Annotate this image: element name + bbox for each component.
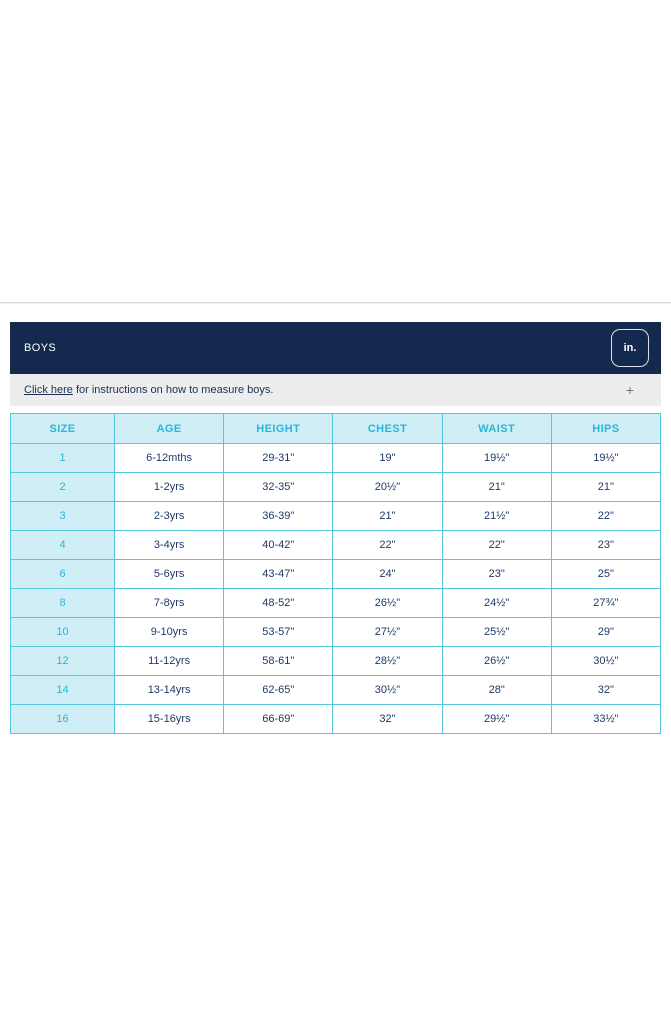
table-cell: 33½" xyxy=(551,705,660,734)
table-cell: 23" xyxy=(551,531,660,560)
table-cell: 19" xyxy=(333,444,442,473)
table-cell: 9-10yrs xyxy=(115,618,224,647)
table-cell: 43-47" xyxy=(224,560,333,589)
size-table-head xyxy=(11,414,661,444)
table-cell: 2-3yrs xyxy=(115,502,224,531)
table-row xyxy=(11,618,661,647)
table-cell: 32" xyxy=(551,676,660,705)
table-row xyxy=(11,647,661,676)
table-row xyxy=(11,560,661,589)
table-row xyxy=(11,473,661,502)
column-header: HEIGHT xyxy=(224,414,333,444)
size-cell: 1 xyxy=(11,444,115,473)
size-cell: 8 xyxy=(11,589,115,618)
table-cell: 26½" xyxy=(442,647,551,676)
size-cell: 2 xyxy=(11,473,115,502)
table-cell: 29½" xyxy=(442,705,551,734)
size-cell: 16 xyxy=(11,705,115,734)
table-cell: 28" xyxy=(442,676,551,705)
table-row xyxy=(11,444,661,473)
table-cell: 27½" xyxy=(333,618,442,647)
table-cell: 66-69" xyxy=(224,705,333,734)
table-cell: 6-12mths xyxy=(115,444,224,473)
table-cell: 40-42" xyxy=(224,531,333,560)
table-cell: 29" xyxy=(551,618,660,647)
table-cell: 25" xyxy=(551,560,660,589)
unit-toggle-button[interactable]: in. xyxy=(611,329,649,367)
column-header: AGE xyxy=(115,414,224,444)
table-cell: 25½" xyxy=(442,618,551,647)
table-cell: 22" xyxy=(333,531,442,560)
table-cell: 29-31" xyxy=(224,444,333,473)
chart-header-bar xyxy=(10,322,661,374)
table-cell: 24½" xyxy=(442,589,551,618)
table-cell: 53-57" xyxy=(224,618,333,647)
size-cell: 12 xyxy=(11,647,115,676)
table-row xyxy=(11,531,661,560)
table-cell: 5-6yrs xyxy=(115,560,224,589)
column-header: SIZE xyxy=(11,414,115,444)
table-cell: 48-52" xyxy=(224,589,333,618)
table-cell: 1-2yrs xyxy=(115,473,224,502)
size-cell: 14 xyxy=(11,676,115,705)
table-row xyxy=(11,589,661,618)
table-cell: 62-65" xyxy=(224,676,333,705)
table-cell: 19½" xyxy=(442,444,551,473)
header-row xyxy=(11,414,661,444)
instructions-text xyxy=(24,384,273,396)
boys-size-table xyxy=(10,413,661,734)
instructions-rest-text: for instructions on how to measure boys. xyxy=(72,384,274,396)
size-cell: 6 xyxy=(11,560,115,589)
size-chart-panel xyxy=(10,322,661,734)
table-cell: 58-61" xyxy=(224,647,333,676)
page-divider xyxy=(0,302,671,303)
size-table-body xyxy=(11,444,661,734)
measure-instructions-link[interactable]: Click here xyxy=(24,384,73,396)
table-cell: 30½" xyxy=(551,647,660,676)
expand-plus-icon[interactable]: + xyxy=(625,382,634,398)
table-cell: 21" xyxy=(333,502,442,531)
table-row xyxy=(11,705,661,734)
table-cell: 21" xyxy=(551,473,660,502)
size-cell: 10 xyxy=(11,618,115,647)
table-cell: 27¾" xyxy=(551,589,660,618)
table-cell: 20½" xyxy=(333,473,442,502)
table-cell: 22" xyxy=(551,502,660,531)
chart-title: BOYS xyxy=(24,342,57,354)
table-cell: 15-16yrs xyxy=(115,705,224,734)
table-cell: 13-14yrs xyxy=(115,676,224,705)
table-cell: 7-8yrs xyxy=(115,589,224,618)
table-row xyxy=(11,502,661,531)
table-cell: 23" xyxy=(442,560,551,589)
column-header: HIPS xyxy=(551,414,660,444)
table-cell: 24" xyxy=(333,560,442,589)
table-cell: 11-12yrs xyxy=(115,647,224,676)
table-cell: 19½" xyxy=(551,444,660,473)
table-cell: 3-4yrs xyxy=(115,531,224,560)
table-cell: 30½" xyxy=(333,676,442,705)
size-cell: 4 xyxy=(11,531,115,560)
table-cell: 28½" xyxy=(333,647,442,676)
table-cell: 32" xyxy=(333,705,442,734)
size-cell: 3 xyxy=(11,502,115,531)
table-cell: 36-39" xyxy=(224,502,333,531)
column-header: WAIST xyxy=(442,414,551,444)
column-header: CHEST xyxy=(333,414,442,444)
table-cell: 26½" xyxy=(333,589,442,618)
instructions-bar xyxy=(10,374,661,406)
table-cell: 22" xyxy=(442,531,551,560)
table-cell: 32-35" xyxy=(224,473,333,502)
table-cell: 21" xyxy=(442,473,551,502)
table-row xyxy=(11,676,661,705)
table-cell: 21½" xyxy=(442,502,551,531)
